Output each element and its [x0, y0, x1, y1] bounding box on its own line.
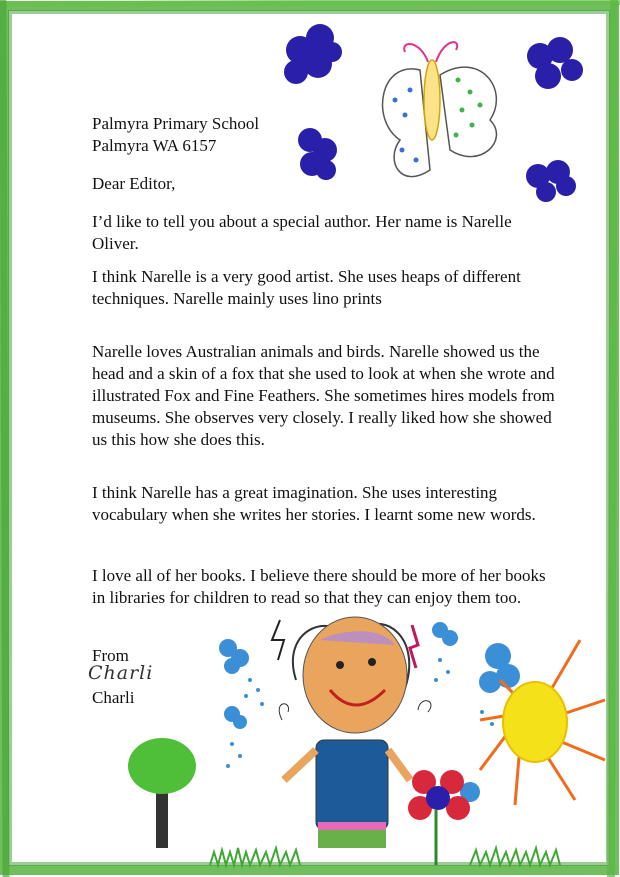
tree-icon: [128, 738, 196, 848]
address-line-1: Palmyra Primary School: [92, 114, 260, 133]
handwritten-signature: Charli: [88, 662, 154, 684]
lightning-icon: [410, 625, 418, 668]
paragraph-2: I think Narelle is a very good artist. She uses heaps of different techniques. Narelle mainly uses lino prints: [92, 267, 521, 308]
closing: From: [92, 646, 129, 665]
lightning-icon: [272, 620, 284, 660]
grass-icon: [210, 848, 560, 865]
address-block: [92, 113, 259, 157]
girl-figure: [279, 617, 431, 848]
flower-icon: [408, 770, 470, 865]
butterfly-icon: [383, 42, 497, 176]
paragraph-1: I’d like to tell you about a special author. Her name is Narelle Oliver.: [92, 212, 512, 253]
cloud-icon: [527, 37, 583, 89]
cloud-icon: [284, 24, 342, 84]
paragraph-3: Narelle loves Australian animals and birds. Narelle showed us the head and a skin of a fox that she used to look at when she wrote and illustrated Fox and Fine Feathers. She sometimes hires models from museums. She observes very closely. I really liked how she showed us this how she does this.: [92, 342, 555, 449]
signature-name: Charli: [92, 688, 135, 707]
cloud-icon: [526, 160, 576, 202]
paragraph-4: I think Narelle has a great imagination. She uses interesting vocabulary when she writes her stories. I learnt some new words.: [92, 483, 536, 524]
salutation: Dear Editor,: [92, 174, 176, 193]
paragraph-5: I love all of her books. I believe there should be more of her books in libraries for children to read so that they can enjoy them too.: [92, 566, 546, 607]
address-line-2: Palmyra WA 6157: [92, 136, 217, 155]
cloud-icon: [298, 128, 337, 180]
